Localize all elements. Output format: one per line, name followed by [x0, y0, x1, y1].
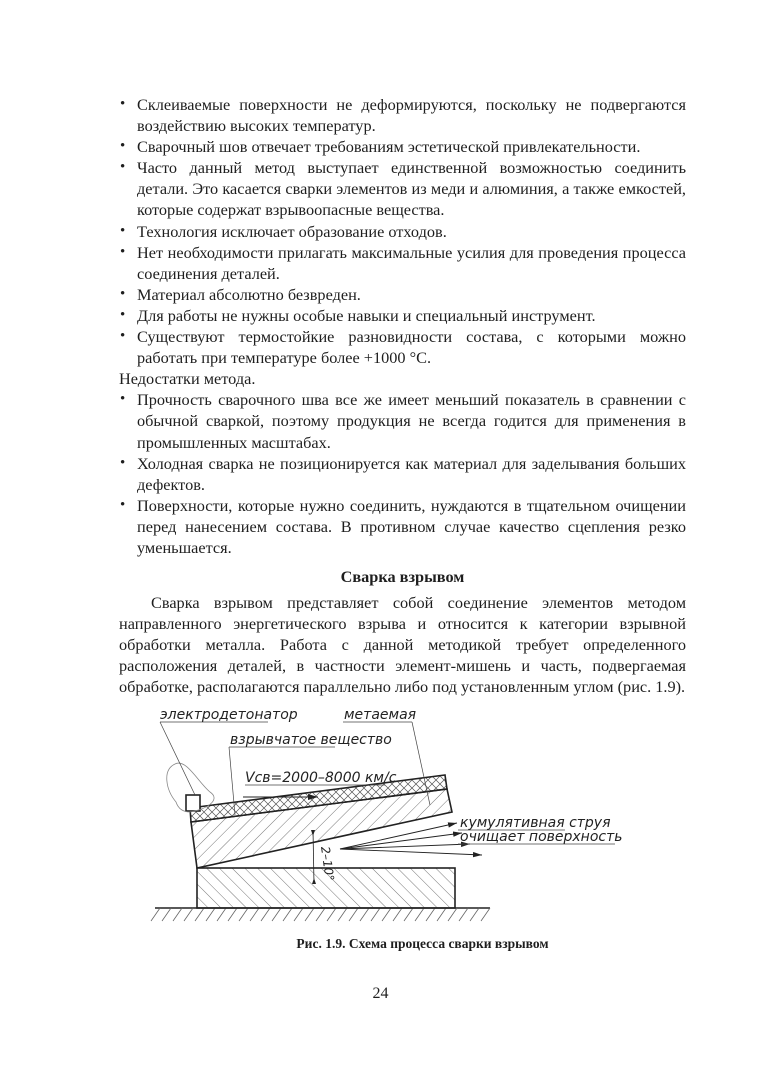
- label-angle: 2–10°: [318, 845, 337, 882]
- label-explosive: взрывчатое вещество: [230, 732, 392, 748]
- list-item: • Сварочный шов отвечает требованиям эстетической привлекательности.: [119, 136, 686, 157]
- list-item: • Прочность сварочного шва все же имеет меньший показатель в сравнении с обычной сваркой, поэтому продукция не всегда годится для применения в промышленных масштабах.: [119, 389, 686, 452]
- list-item: • Холодная сварка не позиционируется как материал для заделывания больших дефектов.: [119, 453, 686, 495]
- page-number: 24: [372, 985, 389, 1002]
- section-paragraph: Сварка взрывом представляет собой соединение элементов методом направленного энергетического взрыва и относится к категории взрывной обработки металла. Работа с данной методикой требует определенного расположения деталей, в частности элемент-мишень и часть, подвергаемая обработке, располагаются параллельно либо под установленным углом (рис. 1.9).: [119, 593, 686, 697]
- list-item: • Нет необходимости прилагать максимальные усилия для проведения процесса соединения деталей.: [119, 242, 686, 284]
- label-detonator: электродетонатор: [160, 707, 298, 723]
- list-item: • Материал абсолютно безвреден.: [119, 284, 686, 305]
- list-item: • Часто данный метод выступает единственной возможностью соединить детали. Это касается сварки элементов из меди и алюминия, а также емкостей, которые содержат взрывоопасные вещества.: [119, 157, 686, 220]
- list-item: • Склеиваемые поверхности не деформируются, поскольку не подвергаются воздействию высоких температур.: [119, 94, 686, 136]
- disadvantages-heading: Недостатки метода.: [119, 369, 256, 389]
- label-velocity: Vсв=2000–8000 км/с: [245, 770, 397, 786]
- figure-caption: Рис. 1.9. Схема процесса сварки взрывом: [296, 936, 549, 951]
- ground: [151, 908, 490, 921]
- label-jet-line1: кумулятивная струя: [460, 815, 611, 831]
- list-item: • Поверхности, которые нужно соединить, нуждаются в тщательном очищении перед нанесением состава. В противном случае качество сцепления резко уменьшается.: [119, 495, 686, 558]
- list-item: • Для работы не нужны особые навыки и специальный инструмент.: [119, 305, 686, 326]
- label-jet-line2: очищает поверхность: [460, 829, 623, 845]
- label-flyer-plate: метаемая: [344, 707, 417, 723]
- detonator: [186, 795, 200, 811]
- list-item: • Технология исключает образование отходов.: [119, 221, 686, 242]
- section-title: Сварка взрывом: [340, 567, 465, 586]
- list-item: • Существуют термостойкие разновидности состава, с которыми можно работать при температуре более +1000 °С.: [119, 326, 686, 368]
